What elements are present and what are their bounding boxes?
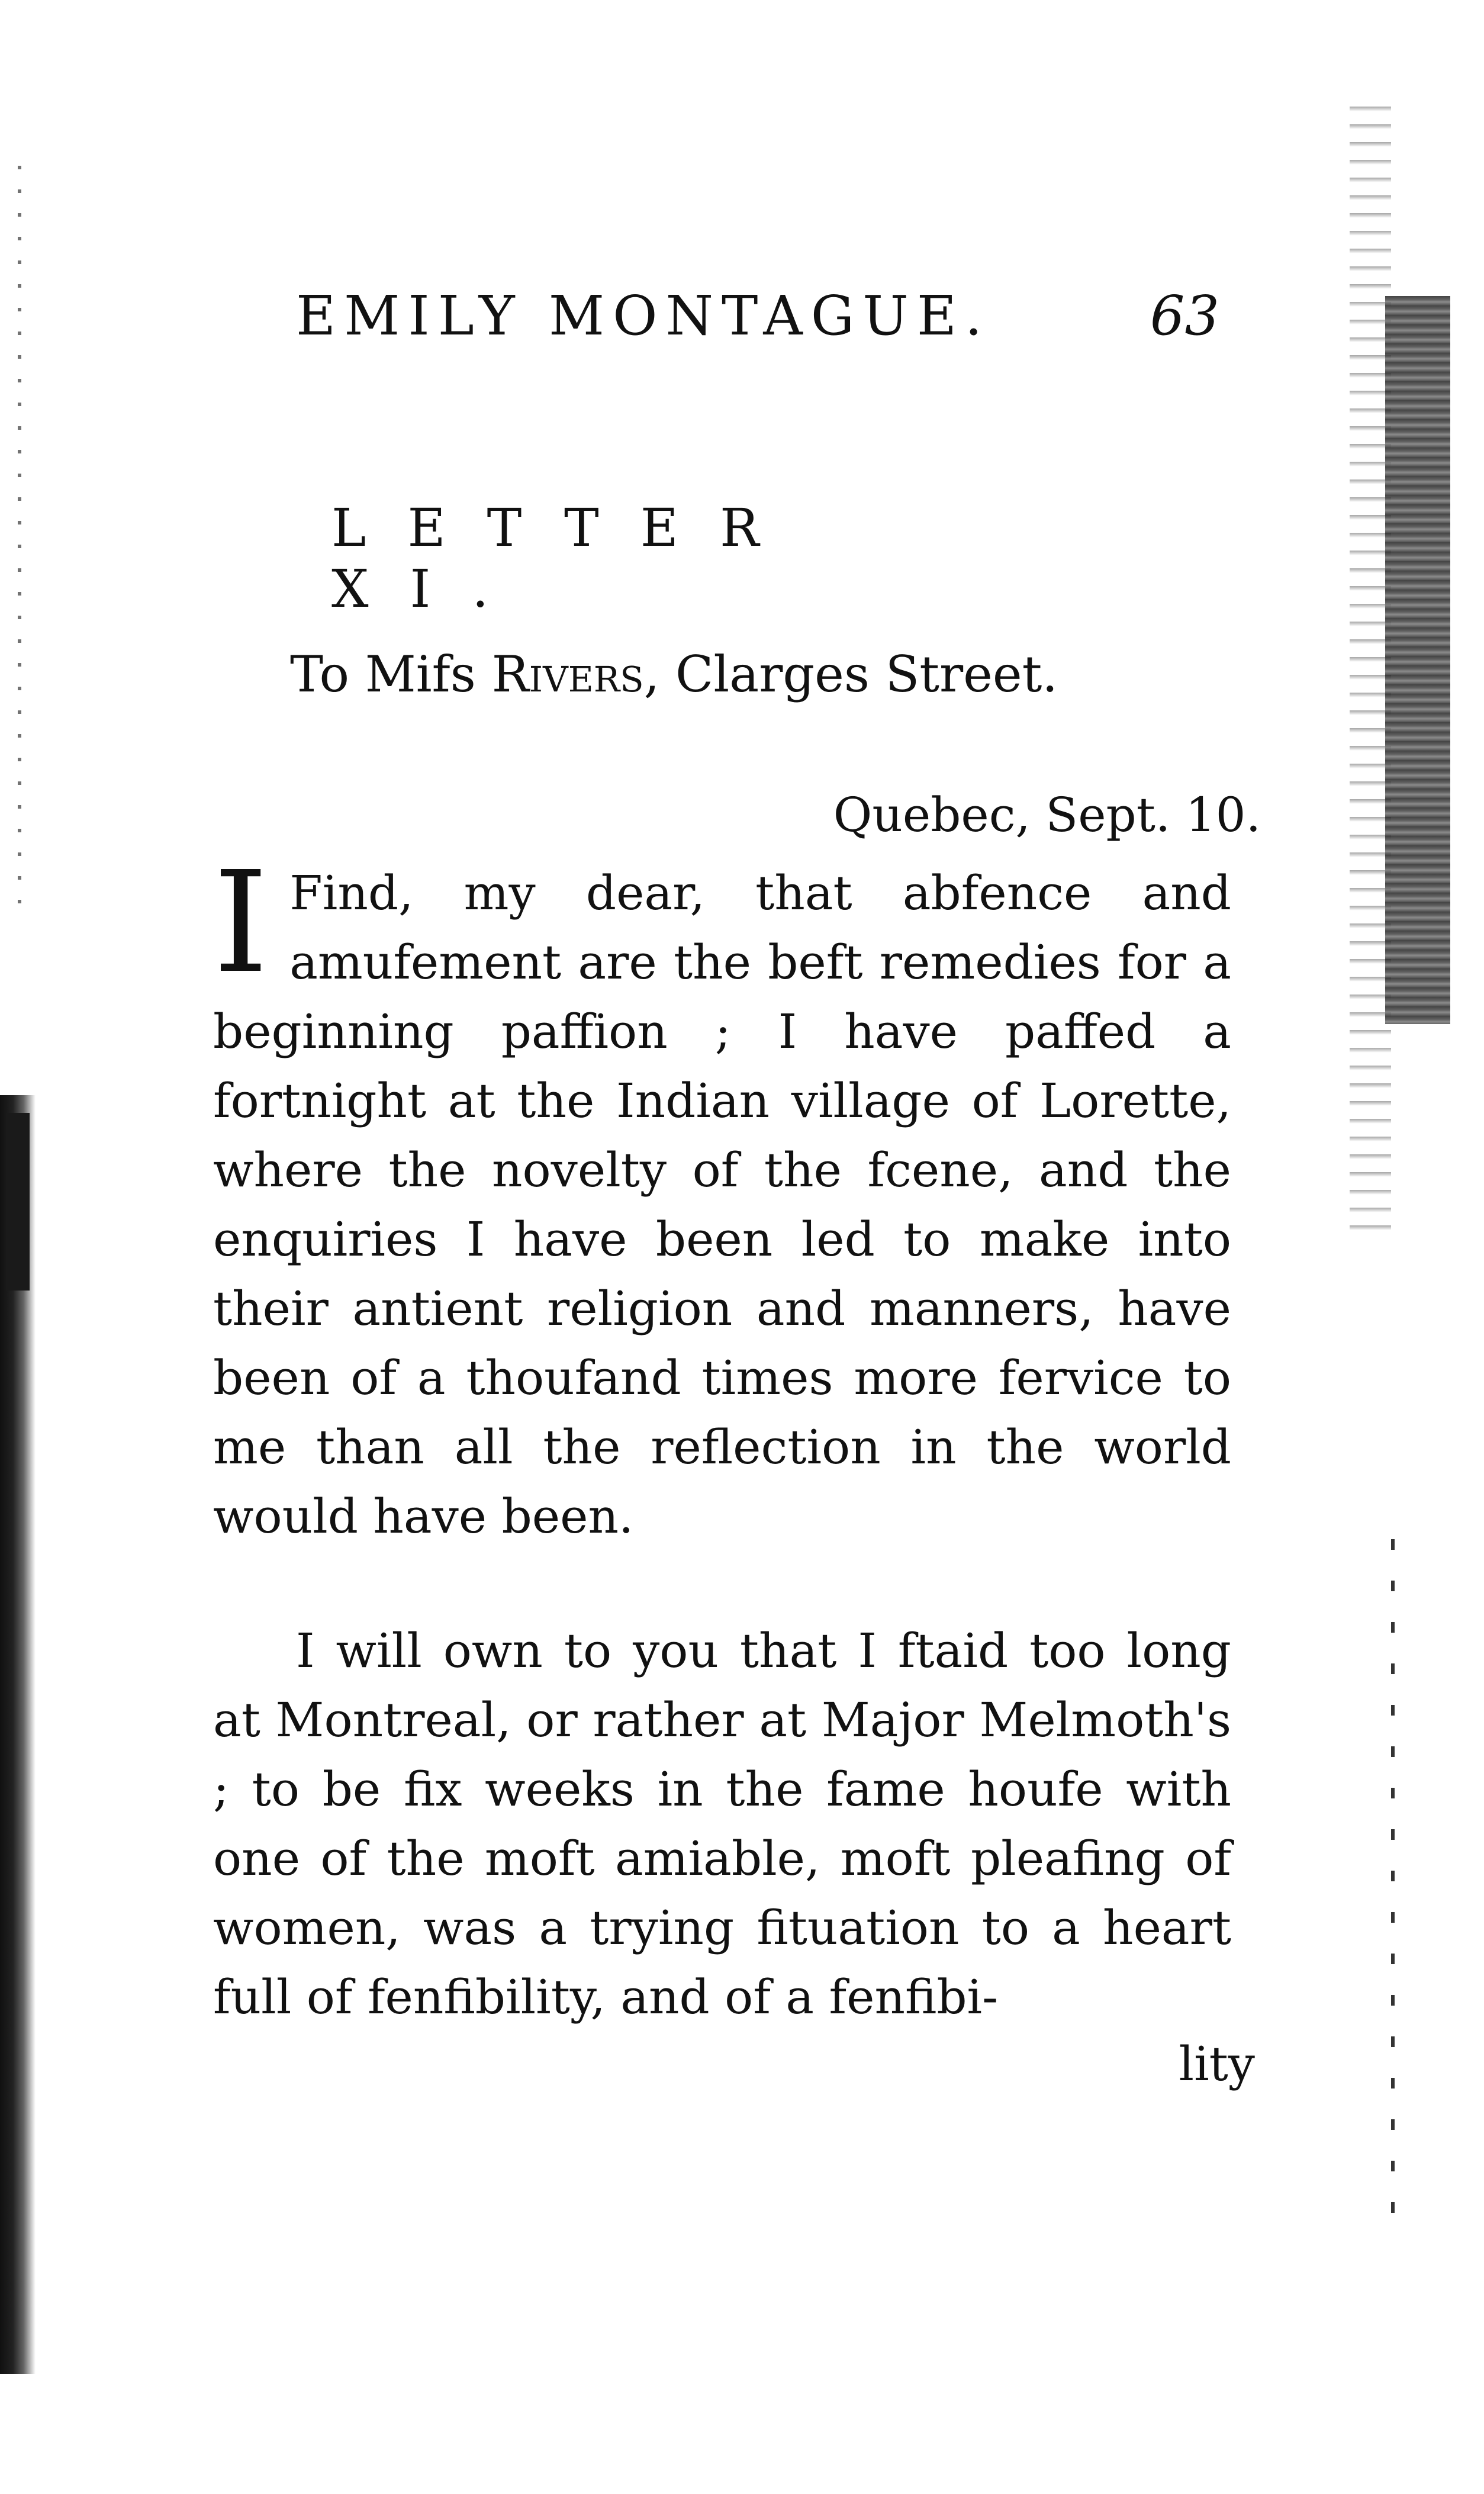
paragraph-1-text: Find, my dear, that abfence and amufement are the beft remedies for a beginning paffion ; I have paffed a fortnight at the Indian village of Lorette, where the novelty of the fcene, and the enquiries I have been led to make into their antient religion and manners, have been of a thoufand times more fervice to me than all the reflection in the world would have been. <box>213 865 1231 1544</box>
drop-cap: I <box>213 841 269 1004</box>
running-head <box>296 284 1255 355</box>
paragraph-1 <box>213 841 1231 1551</box>
address-name: Rivers <box>491 645 644 703</box>
letter-heading: LETTER XI. <box>331 497 801 619</box>
catchword: lity <box>1179 2036 1255 2091</box>
paragraph-2: I will own to you that I ftaid too long at Montreal, or rather at Major Melmoth's ; to be fix weeks in the fame houfe with one of the moft amiable, moft pleafing of women, was a trying fituation to a heart full of fenfibility, and of a fenfibi- <box>213 1623 1231 2025</box>
address-suffix: , Clarges Street. <box>643 645 1058 703</box>
scan-edge-right-ticks <box>1391 1539 1395 2220</box>
scan-edge-left-specks <box>18 166 21 906</box>
letter-address <box>290 645 1237 703</box>
running-head-title: EMILY MONTAGUE. <box>296 284 991 347</box>
address-prefix: To Mifs <box>290 645 492 703</box>
scan-edge-left-block <box>6 1113 30 1291</box>
scan-edge-right-binding <box>1385 296 1450 1024</box>
page-number: 63 <box>1150 284 1219 347</box>
dateline: Quebec, Sept. 10. <box>833 787 1261 842</box>
